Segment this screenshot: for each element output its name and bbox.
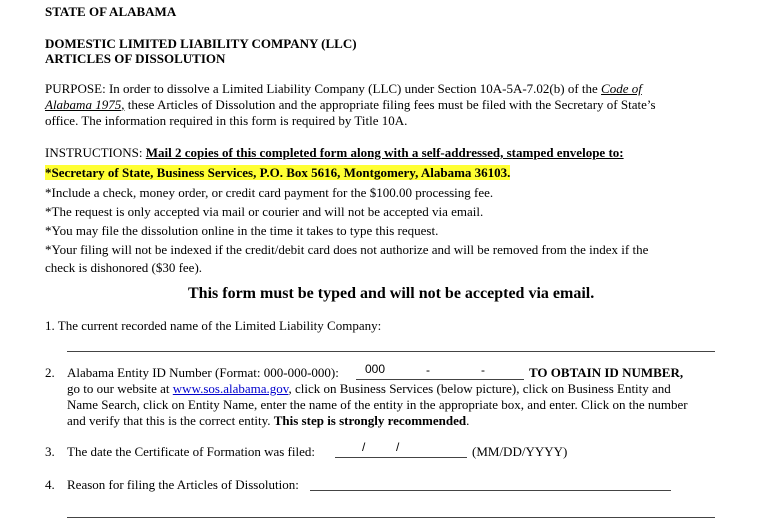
formation-date-field[interactable] — [335, 457, 467, 458]
purpose-line-3: office. The information required in this form is required by Title 10A. — [45, 113, 408, 128]
instructions-line: INSTRUCTIONS: Mail 2 copies of this completed form along with a self-addressed, stamped envelope to: — [45, 145, 624, 160]
entity-id-dash-1: - — [426, 363, 430, 377]
item-4-number: 4. — [45, 477, 55, 492]
item-2-label: Alabama Entity ID Number (Format: 000-000-000): — [67, 365, 339, 380]
instruction-bullet-fee: *Include a check, money order, or credit card payment for the $100.00 processing fee. — [45, 185, 494, 200]
item-2-line-3: Name Search, click on Entity Name, enter the name of the entity in the appropriate box, and enter. Click on the number — [67, 397, 688, 412]
dissolution-reason-field-line-2[interactable] — [67, 517, 715, 518]
item-4-label: Reason for filing the Articles of Dissolution: — [67, 477, 299, 492]
item-2-number: 2. — [45, 365, 55, 380]
item-3-label: The date the Certificate of Formation was filed: — [67, 444, 315, 459]
mail-instruction: Mail 2 copies of this completed form along with a self-addressed, stamped envelope to: — [145, 145, 624, 160]
instruction-bullet-online: *You may file the dissolution online in the time it takes to type this request. — [45, 223, 439, 238]
form-title: DOMESTIC LIMITED LIABILITY COMPANY (LLC) — [45, 36, 357, 51]
date-slash-2: / — [396, 440, 400, 454]
state-heading: STATE OF ALABAMA — [45, 4, 177, 19]
entity-id-dash-2: - — [481, 363, 485, 377]
item-2-line-2: go to our website at www.sos.alabama.gov, click on Business Services (below picture), click on Business Entity and — [67, 381, 671, 396]
date-format-hint: (MM/DD/YYYY) — [472, 444, 568, 459]
item-2-line-4: and verify that this is the correct entity. This step is strongly recommended. — [67, 413, 470, 428]
mailing-address: *Secretary of State, Business Services, P.O. Box 5616, Montgomery, Alabama 36103. — [45, 165, 511, 180]
entity-id-prefix: 000 — [365, 362, 386, 376]
typed-notice: This form must be typed and will not be accepted via email. — [188, 285, 595, 302]
sos-website-link[interactable]: www.sos.alabama.gov — [172, 381, 289, 396]
company-name-field[interactable] — [67, 351, 715, 352]
purpose-line-1: PURPOSE: In order to dissolve a Limited Liability Company (LLC) under Section 10A-5A-7.02(b) of the Code of — [45, 81, 642, 96]
instruction-bullet-mail: *The request is only accepted via mail or courier and will not be accepted via email. — [45, 204, 484, 219]
item-3-number: 3. — [45, 444, 55, 459]
obtain-id-heading: TO OBTAIN ID NUMBER, — [529, 365, 684, 380]
purpose-line-2: Alabama 1975, these Articles of Dissolution and the appropriate filing fees must be filed with the Secretary of State’s — [45, 97, 656, 112]
instruction-bullet-index-b: check is dishonored ($30 fee). — [45, 260, 203, 275]
instruction-bullet-index-a: *Your filing will not be indexed if the credit/debit card does not authorize and will be removed from the index if the — [45, 242, 649, 257]
date-slash-1: / — [362, 440, 366, 454]
item-1-label: 1. The current recorded name of the Limited Liability Company: — [45, 318, 382, 333]
dissolution-reason-field[interactable] — [310, 490, 671, 491]
form-subtitle: ARTICLES OF DISSOLUTION — [45, 51, 226, 66]
